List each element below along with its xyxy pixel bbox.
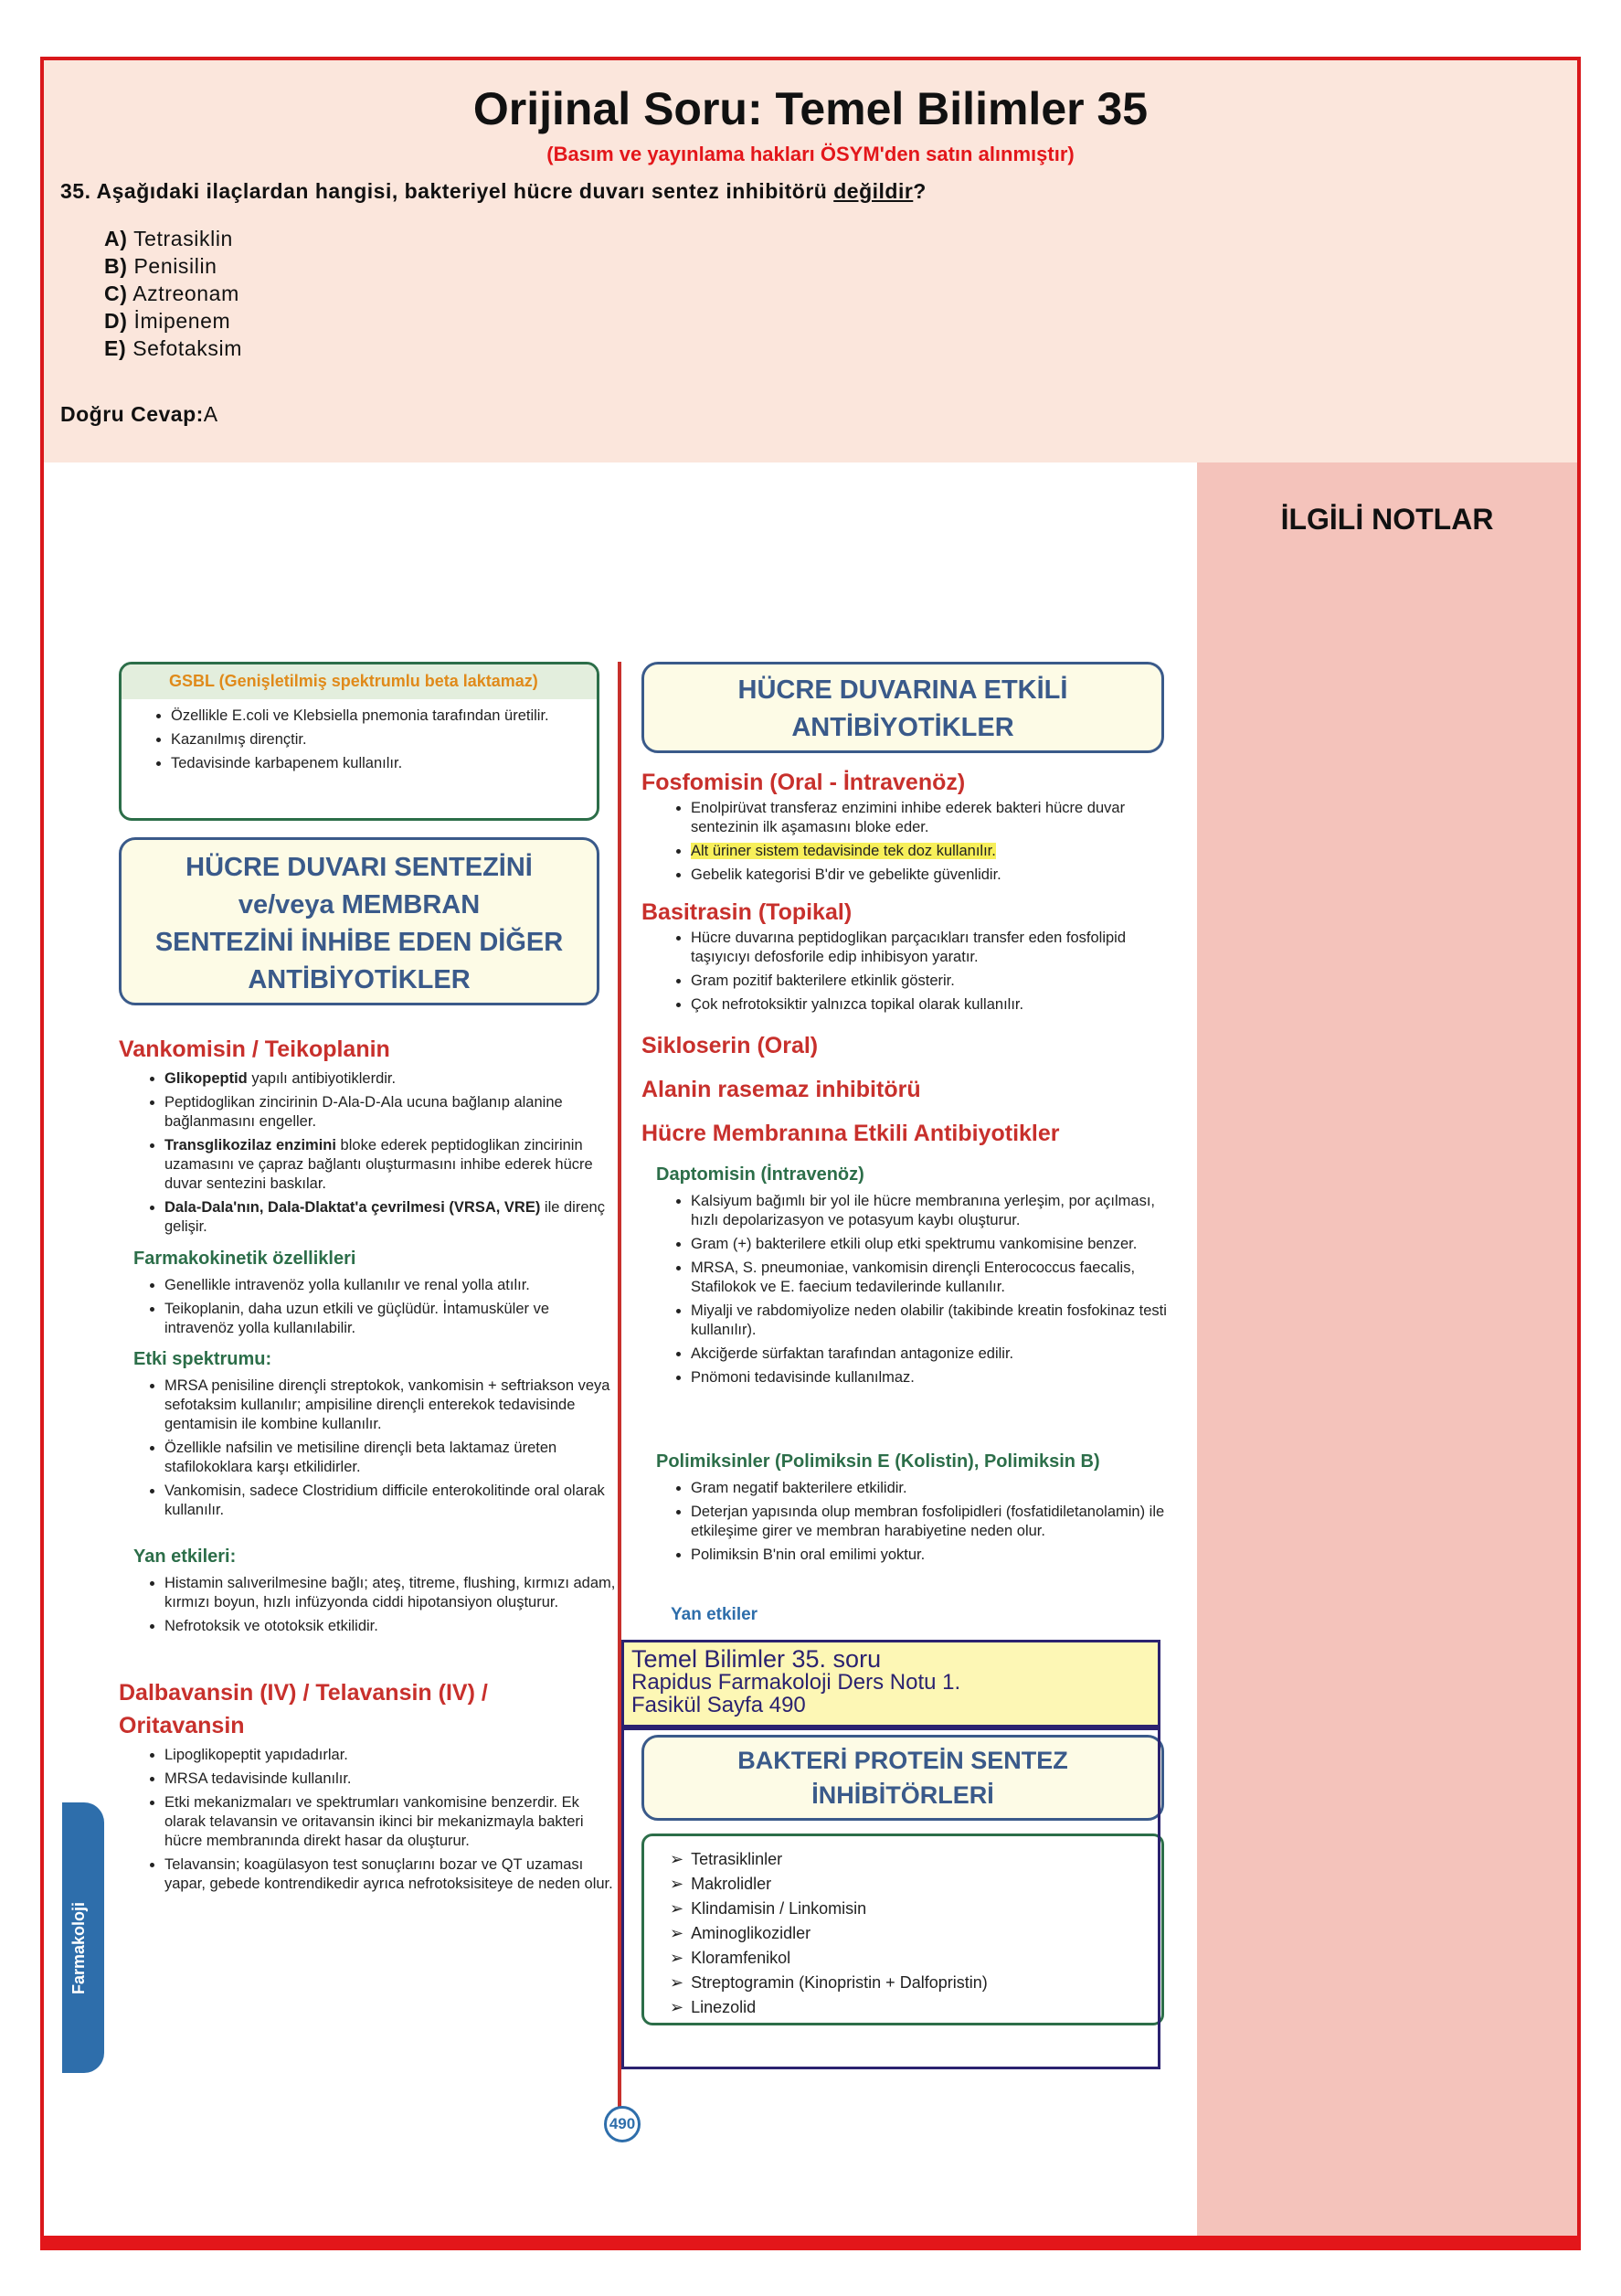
list-item: • MRSA penisiline dirençli streptokok, vankomisin + seftriakson veya sefotaksim kullanılır; ampisiline dirençli enterekok tedavisinde gentamisin ile kombine kullanılır. (164, 1377, 618, 1434)
dalba-heading: Dalbavansin (IV) / Telavansin (IV) / (119, 1680, 488, 1706)
box-title-line: BAKTERİ PROTEİN SENTEZ (737, 1747, 1068, 1774)
notes-panel (1197, 462, 1577, 2236)
rights-note: (Basım ve yayınlama hakları ÖSYM'den satın alınmıştır) (546, 143, 1075, 165)
list-item: • Nefrotoksik ve ototoksik etkilidir. (164, 1617, 618, 1636)
box-title-line: ANTİBİYOTİKLER (791, 713, 1014, 742)
option-a (104, 225, 242, 252)
list-item: • Vankomisin, sadece Clostridium difficile enterokolitinde oral olarak kullanılır. (164, 1482, 618, 1520)
list-item: • Özellikle nafsilin ve metisiline dirençli beta laktamaz üreten stafilokoklara karşı etkilidirler. (164, 1439, 618, 1477)
list-item: • Etki mekanizmaları ve spektrumları vankomisine benzerdir. Ek olarak telavansin ve oritavansin ikinci bir mekanizmayla bakteri hücre membranında direkt hasar da oluşturur. (164, 1793, 618, 1851)
options-list (104, 225, 242, 362)
source-note-line: Fasikül Sayfa 490 (631, 1693, 806, 1717)
list-item: • Gram pozitif bakterilere etkinlik gösterir. (691, 972, 1184, 991)
page-number: 490 (604, 2106, 641, 2142)
question-text (60, 179, 927, 204)
option-letter: B) (104, 254, 128, 278)
source-note-line: Rapidus Farmakoloji Ders Notu 1. (631, 1670, 961, 1695)
option-b (104, 252, 242, 280)
list-item: • MRSA, S. pneumoniae, vankomisin dirençli Enterococcus faecalis, Stafilokok ve E. faecium tedavilerinde kullanılır. (691, 1259, 1184, 1297)
fosfo-heading: Fosfomisin (Oral - İntravenöz) (641, 770, 966, 795)
source-note (621, 1640, 1160, 1727)
option-text: Penisilin (133, 254, 217, 278)
side-tab (62, 1802, 104, 2073)
notes-title: İLGİLİ NOTLAR (1280, 503, 1494, 536)
list-item: ➢ Kloramfenikol (670, 1946, 1161, 1971)
bottom-bar (40, 2236, 1581, 2250)
dapto-heading: Daptomisin (İntravenöz) (656, 1164, 864, 1185)
gsbl-box (119, 662, 599, 821)
list-item: • Özellikle E.coli ve Klebsiella pnemonia tarafından üretilir. (171, 707, 591, 726)
option-text: Tetrasiklin (133, 227, 233, 250)
etki-heading: Etki spektrumu: (133, 1349, 272, 1369)
question-text-underlined: değildir (833, 179, 914, 203)
basi-heading: Basitrasin (Topikal) (641, 899, 853, 925)
source-note-line: Temel Bilimler 35. soru (631, 1645, 882, 1673)
list-item: • Deterjan yapısında olup membran fosfolipidleri (fosfatidiletanolamin) ile etkileşime girer ve membran harabiyetine neden olur. (691, 1503, 1184, 1541)
list-item: • Alt üriner sistem tedavisinde tek doz kullanılır. (691, 842, 1184, 861)
list-item: • Polimiksin B'nin oral emilimi yoktur. (691, 1546, 1184, 1565)
list-item: ➢ Klindamisin / Linkomisin (670, 1897, 1161, 1921)
question-title: Orijinal Soru: Temel Bilimler 35 (472, 83, 1149, 134)
box-title-line: ve/veya MEMBRAN (238, 890, 481, 919)
list-item: • Lipoglikopeptit yapıdadırlar. (164, 1746, 618, 1765)
poli-heading: Polimiksinler (Polimiksin E (Kolistin), Polimiksin B) (656, 1451, 1100, 1472)
answer-label: Doğru Cevap: (60, 402, 204, 426)
list-item: ➢ Linezolid (670, 1995, 1161, 2020)
right-section-box (641, 662, 1164, 753)
dapto-list (671, 1192, 1184, 1392)
left-section-box (119, 837, 599, 1005)
list-item: • Histamin salıverilmesine bağlı; ateş, titreme, flushing, kırmızı adam, kırmızı boyun, hızlı infüzyonda ciddi hipotansiyon oluşturur. (164, 1574, 618, 1612)
list-item: • Akciğerde sürfaktan tarafından antagonize edilir. (691, 1345, 1184, 1364)
vankomisin-heading: Vankomisin / Teikoplanin (119, 1036, 390, 1062)
list-item: ➢ Aminoglikozidler (670, 1921, 1161, 1946)
gsbl-title: GSBL (Genişletilmiş spektrumlu beta laktamaz) (169, 672, 538, 690)
list-item: • Pnömoni tedavisinde kullanılmaz. (691, 1368, 1184, 1387)
highlight-rectangle (621, 1727, 1160, 2069)
vankomisin-list (144, 1069, 618, 1241)
siklo-heading: Sikloserin (Oral) (641, 1033, 819, 1058)
option-letter: D) (104, 309, 128, 333)
box-title-line: HÜCRE DUVARINA ETKİLİ (737, 675, 1068, 705)
answer-value: A (203, 402, 218, 426)
list-item: • Kazanılmış dirençtir. (171, 730, 591, 749)
list-item: • Çok nefrotoksiktir yalnızca topikal olarak kullanılır. (691, 995, 1184, 1015)
yan-heading: Yan etkileri: (133, 1547, 237, 1567)
list-item: • Telavansin; koagülasyon test sonuçlarını bozar ve QT uzaması yapar, gebede kontrendikedir ayrıca nefrotoksisiteye de neden olur. (164, 1855, 618, 1894)
option-e (104, 335, 242, 362)
box-title-line: İNHİBİTÖRLERİ (811, 1781, 994, 1809)
list-item: • Gebelik kategorisi B'dir ve gebelikte güvenlidir. (691, 866, 1184, 885)
list-item: • Gram (+) bakterilere etkili olup etki spektrumu vankomisine benzer. (691, 1235, 1184, 1254)
yan-list (144, 1574, 618, 1641)
list-item: ➢ Tetrasiklinler (670, 1847, 1161, 1872)
list-item: ➢ Makrolidler (670, 1872, 1161, 1897)
farmako-heading: Farmakokinetik özellikleri (133, 1249, 356, 1269)
list-item: • Dala-Dala'nın, Dala-Dlaktat'a çevrilmesi (VRSA, VRE) ile direnç gelişir. (164, 1198, 618, 1237)
list-item: • Transglikozilaz enzimini bloke ederek peptidoglikan zincirinin uzamasını ve çapraz bağlantı oluşturmasını inhibe ederek hücre duvar sentezini baskılar. (164, 1136, 618, 1194)
etki-list (144, 1377, 618, 1525)
fosfo-list (671, 799, 1184, 889)
option-text: Sefotaksim (132, 336, 242, 360)
option-d (104, 307, 242, 335)
option-c (104, 280, 242, 307)
list-item: • Gram negatif bakterilere etkilidir. (691, 1479, 1184, 1498)
option-letter: C) (104, 282, 128, 305)
textbook-page (44, 462, 1197, 2236)
list-item: ➢ Streptogramin (Kinopristin + Dalfopristin) (670, 1971, 1161, 1995)
list-item: • Genellikle intravenöz yolla kullanılır ve renal yolla atılır. (164, 1276, 618, 1295)
option-letter: A) (104, 227, 128, 250)
alanin-heading: Alanin rasemaz inhibitörü (641, 1077, 921, 1102)
list-item: • Hücre duvarına peptidoglikan parçacıkları transfer eden fosfolipid taşıyıcıyı defosforile edip inhibisyon yaratır. (691, 929, 1184, 967)
correct-answer (60, 402, 218, 427)
basi-list (671, 929, 1184, 1019)
dalba-heading-2: Oritavansin (119, 1713, 245, 1738)
list-item: • Enolpirüvat transferaz enzimini inhibe ederek bakteri hücre duvar sentezinin ilk aşamasını bloke eder. (691, 799, 1184, 837)
list-item: • Kalsiyum bağımlı bir yol ile hücre membranına yerleşim, por açılması, hızlı depolarizasyon ve potasyum kaybı oluşturur. (691, 1192, 1184, 1230)
option-text: Aztreonam (132, 282, 239, 305)
list-item: • Peptidoglikan zincirinin D-Ala-D-Ala ucuna bağlanıp alanine bağlanmasını engeller. (164, 1093, 618, 1132)
poli-yan-heading: Yan etkiler (671, 1605, 758, 1624)
side-tab-label: Farmakoloji (69, 1901, 88, 1994)
box-title-line: SENTEZİNİ İNHİBE EDEN DİĞER (154, 928, 564, 957)
box-title-line: ANTİBİYOTİKLER (248, 965, 471, 994)
list-item: • Glikopeptid yapılı antibiyotiklerdir. (164, 1069, 618, 1089)
box-title-line: HÜCRE DUVARI SENTEZİNİ (185, 853, 533, 882)
membran-heading: Hücre Membranına Etkili Antibiyotikler (641, 1121, 1060, 1146)
option-text: İmipenem (133, 309, 231, 333)
list-item: • Miyalji ve rabdomiyolize neden olabilir (takibinde kreatin fosfokinaz testi kullanılır). (691, 1302, 1184, 1340)
list-item: • Tedavisinde karbapenem kullanılır. (171, 754, 591, 773)
dalba-list (144, 1746, 618, 1898)
option-letter: E) (104, 336, 127, 360)
poli-list (671, 1479, 1184, 1569)
gsbl-list (151, 707, 591, 778)
list-item: • MRSA tedavisinde kullanılır. (164, 1770, 618, 1789)
farmako-list (144, 1276, 618, 1343)
question-text-end: ? (913, 179, 927, 203)
list-item: • Teikoplanin, daha uzun etkili ve güçlüdür. İntamusküler ve intravenöz yolla kullanılabilir. (164, 1300, 618, 1338)
question-box (44, 60, 1577, 462)
question-text-main: 35. Aşağıdaki ilaçlardan hangisi, bakteriyel hücre duvarı sentez inhibitörü (60, 179, 834, 203)
